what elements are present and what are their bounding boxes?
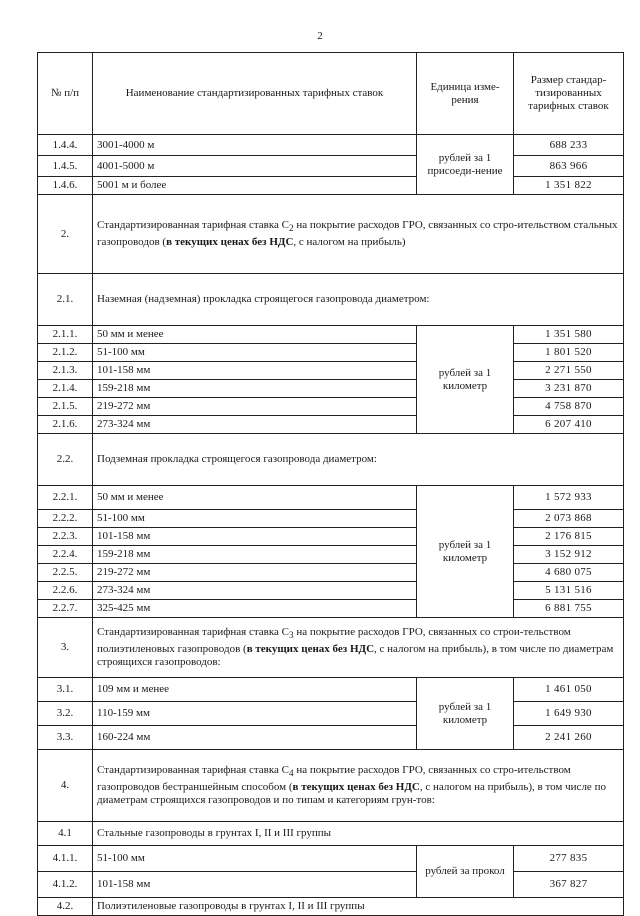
row-name: 159-218 мм xyxy=(93,546,417,564)
row-num: 2.1.2. xyxy=(38,344,93,362)
row-unit: рублей за 1 километр xyxy=(417,678,514,750)
row-unit: рублей за прокол xyxy=(417,846,514,898)
subsection-num: 2.1. xyxy=(38,274,93,326)
row-num: 2.1.6. xyxy=(38,416,93,434)
row-num: 4.1.2. xyxy=(38,872,93,898)
row-name: 51-100 мм xyxy=(93,510,417,528)
table-row xyxy=(38,546,624,564)
row-value: 2 271 550 xyxy=(514,362,624,380)
row-num: 1.4.4. xyxy=(38,135,93,156)
row-num: 4.1.1. xyxy=(38,846,93,872)
subsection-title: Полиэтиленовые газопроводы в грунтах I, II и III группы xyxy=(93,898,624,916)
row-num: 3.1. xyxy=(38,678,93,702)
section-row xyxy=(38,618,624,678)
row-name: 273-324 мм xyxy=(93,416,417,434)
header-name: Наименование стандартизированных тарифных ставок xyxy=(93,53,417,135)
row-unit: рублей за 1 присоеди-нение xyxy=(417,135,514,195)
row-name: 219-272 мм xyxy=(93,398,417,416)
row-name: 50 мм и менее xyxy=(93,326,417,344)
row-name: 325-425 мм xyxy=(93,600,417,618)
table-row xyxy=(38,156,624,177)
subsection-num: 2.2. xyxy=(38,434,93,486)
section-row xyxy=(38,750,624,822)
page-number: 2 xyxy=(317,30,323,42)
row-num: 3.2. xyxy=(38,702,93,726)
table-row xyxy=(38,582,624,600)
row-num: 2.2.6. xyxy=(38,582,93,600)
row-value: 1 351 580 xyxy=(514,326,624,344)
table-row xyxy=(38,135,624,156)
row-name: 160-224 мм xyxy=(93,726,417,750)
subsection-row xyxy=(38,274,624,326)
row-num: 2.1.1. xyxy=(38,326,93,344)
section-num: 3. xyxy=(38,618,93,678)
section-num: 4. xyxy=(38,750,93,822)
row-num: 3.3. xyxy=(38,726,93,750)
row-name: 101-158 мм xyxy=(93,872,417,898)
table-row xyxy=(38,528,624,546)
row-value: 5 131 516 xyxy=(514,582,624,600)
table-row xyxy=(38,872,624,898)
table-row xyxy=(38,600,624,618)
header-unit: Единица изме-рения xyxy=(417,53,514,135)
row-name: 4001-5000 м xyxy=(93,156,417,177)
row-unit: рублей за 1 километр xyxy=(417,326,514,434)
table-row xyxy=(38,726,624,750)
row-value: 1 461 050 xyxy=(514,678,624,702)
row-num: 2.2.5. xyxy=(38,564,93,582)
row-value: 2 176 815 xyxy=(514,528,624,546)
row-value: 863 966 xyxy=(514,156,624,177)
row-name: 110-159 мм xyxy=(93,702,417,726)
tariff-table xyxy=(37,52,624,916)
table-header-row xyxy=(38,53,624,135)
row-name: 3001-4000 м xyxy=(93,135,417,156)
subsection-row xyxy=(38,822,624,846)
row-name: 109 мм и менее xyxy=(93,678,417,702)
table-row xyxy=(38,846,624,872)
row-num: 1.4.5. xyxy=(38,156,93,177)
row-value: 6 881 755 xyxy=(514,600,624,618)
row-num: 2.1.3. xyxy=(38,362,93,380)
row-num: 2.1.4. xyxy=(38,380,93,398)
row-name: 219-272 мм xyxy=(93,564,417,582)
row-num: 2.2.4. xyxy=(38,546,93,564)
section-title: Стандартизированная тарифная ставка $С_3$ на покрытие расходов ГРО, связанных со строи-тельством полиэтиленовых газопроводов (в текущих ценах без НДС, с налогом на прибыль), в том числе по диаметрам строящихся газопроводов: xyxy=(93,618,624,678)
row-value: 1 572 933 xyxy=(514,486,624,510)
row-name: 273-324 мм xyxy=(93,582,417,600)
subsection-title: Стальные газопроводы в грунтах I, II и III группы xyxy=(93,822,624,846)
row-value: 1 649 930 xyxy=(514,702,624,726)
row-name: 159-218 мм xyxy=(93,380,417,398)
row-num: 2.1.5. xyxy=(38,398,93,416)
row-value: 6 207 410 xyxy=(514,416,624,434)
row-name: 5001 м и более xyxy=(93,177,417,195)
row-value: 4 758 870 xyxy=(514,398,624,416)
section-title: Стандартизированная тарифная ставка $С_4$ на покрытие расходов ГРО, связанных со стро-ительством газопроводов бестраншейным способом (в текущих ценах без НДС, с налогом на прибыль), в том числе по диаметрам строящихся газопроводов и по типам и категориям грун-тов: xyxy=(93,750,624,822)
row-name: 101-158 мм xyxy=(93,528,417,546)
row-value: 4 680 075 xyxy=(514,564,624,582)
table-row xyxy=(38,177,624,195)
row-value: 3 231 870 xyxy=(514,380,624,398)
subsection-row xyxy=(38,898,624,916)
table-row xyxy=(38,702,624,726)
row-name: 101-158 мм xyxy=(93,362,417,380)
subsection-num: 4.1 xyxy=(38,822,93,846)
row-value: 1 351 822 xyxy=(514,177,624,195)
header-size: Размер стандар-тизированных тарифных ставок xyxy=(514,53,624,135)
table-row xyxy=(38,416,624,434)
subsection-num: 4.2. xyxy=(38,898,93,916)
row-value: 688 233 xyxy=(514,135,624,156)
row-value: 367 827 xyxy=(514,872,624,898)
row-num: 2.2.3. xyxy=(38,528,93,546)
row-value: 3 152 912 xyxy=(514,546,624,564)
table-row xyxy=(38,486,624,510)
row-value: 2 241 260 xyxy=(514,726,624,750)
row-value: 277 835 xyxy=(514,846,624,872)
header-num: № п/п xyxy=(38,53,93,135)
row-num: 2.2.1. xyxy=(38,486,93,510)
table-row xyxy=(38,344,624,362)
row-name: 51-100 мм xyxy=(93,846,417,872)
row-value: 1 801 520 xyxy=(514,344,624,362)
table-row xyxy=(38,398,624,416)
row-num: 2.2.7. xyxy=(38,600,93,618)
table-row xyxy=(38,678,624,702)
table-row xyxy=(38,510,624,528)
table-row xyxy=(38,380,624,398)
section-title: Стандартизированная тарифная ставка $С_2$ на покрытие расходов ГРО, связанных со стро-ительством стальных газопроводов (в текущих ценах без НДС, с налогом на прибыль) xyxy=(93,195,624,274)
table-row xyxy=(38,564,624,582)
subsection-title: Наземная (надземная) прокладка строящегося газопровода диаметром: xyxy=(93,274,624,326)
row-num: 1.4.6. xyxy=(38,177,93,195)
table-row xyxy=(38,362,624,380)
row-value: 2 073 868 xyxy=(514,510,624,528)
section-row xyxy=(38,195,624,274)
row-num: 2.2.2. xyxy=(38,510,93,528)
row-name: 51-100 мм xyxy=(93,344,417,362)
table-row xyxy=(38,326,624,344)
row-name: 50 мм и менее xyxy=(93,486,417,510)
row-unit: рублей за 1 километр xyxy=(417,486,514,618)
subsection-row xyxy=(38,434,624,486)
subsection-title: Подземная прокладка строящегося газопровода диаметром: xyxy=(93,434,624,486)
section-num: 2. xyxy=(38,195,93,274)
